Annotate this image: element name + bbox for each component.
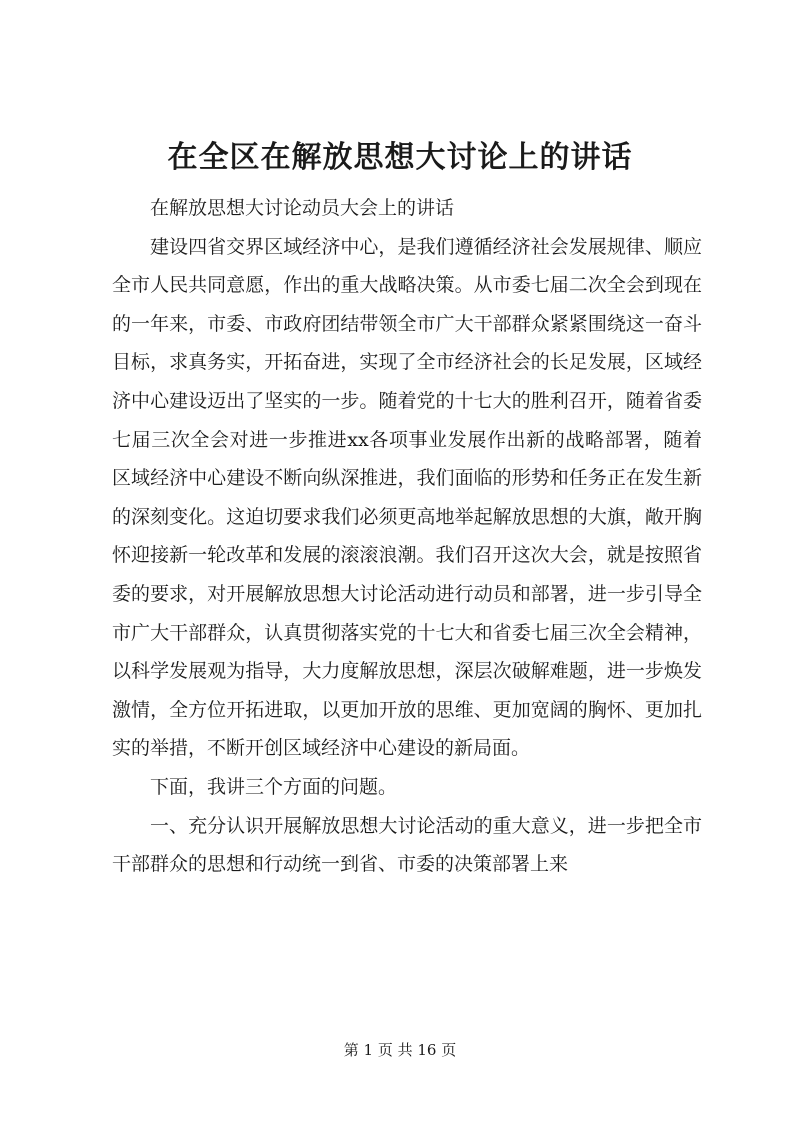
- document-title: 在全区在解放思想大讨论上的讲话: [167, 140, 633, 175]
- paragraph-outline: 下面，我讲三个方面的问题。: [150, 775, 398, 798]
- page-number-footer: 第 1 页 共 16 页: [343, 1041, 457, 1059]
- paragraph-section-one-heading: 一、充分认识开展解放思想大讨论活动的重大意义，进一步把全市干部群众的思想和行动统一到省、市委的决策部署上来: [112, 814, 702, 876]
- paragraph-subtitle: 在解放思想大讨论动员大会上的讲话: [150, 197, 455, 219]
- paragraph-intro: 建设四省交界区域经济中心，是我们遵循经济社会发展规律、顺应全市人民共同意愿，作出的重大战略决策。从市委七届二次全会到现在的一年来，市委、市政府团结带领全市广大干部群众紧紧围绕这一奋斗目标，求真务实，开拓奋进，实现了全市经济社会的长足发展，区域经济中心建设迈出了坚实的一步。随着党的十七大的胜利召开，随着省委七届三次全会对进一步推进xx各项事业发展作出新的战略部署，随着区域经济中心建设不断向纵深推进，我们面临的形势和任务正在发生新的深刻变化。这迫切要求我们必须更高地举起解放思想的大旗，敞开胸怀迎接新一轮改革和发展的滚滚浪潮。我们召开这次大会，就是按照省委的要求，对开展解放思想大讨论活动进行动员和部署，进一步引导全市广大干部群众，认真贯彻落实党的十七大和省委七届三次全会精神，以科学发展观为指导，大力度解放思想，深层次破解难题，进一步焕发激情，全方位开拓进取，以更加开放的思维、更加宽阔的胸怀、更加扎实的举措，不断开创区域经济中心建设的新局面。: [112, 235, 702, 760]
- document-body: [112, 189, 702, 884]
